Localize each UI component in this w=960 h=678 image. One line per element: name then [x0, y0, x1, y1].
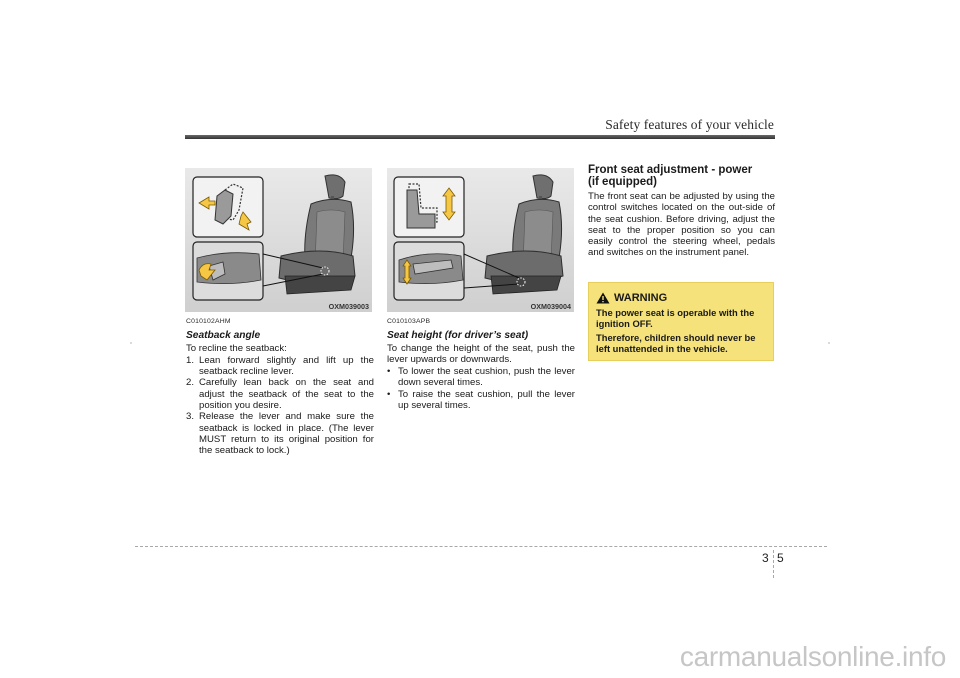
- warning-text: The power seat is operable with the ignition OFF.: [596, 307, 755, 330]
- crop-mark: [130, 342, 132, 344]
- step-list: [186, 355, 374, 457]
- bullet-marker: •: [387, 388, 391, 400]
- page-number: 5: [777, 551, 784, 565]
- section-body: The front seat can be adjusted by using the control switches located on the out-side of the seat cushion. Before driving, adjust the seat to the proper position so you can easily control the steering wheel, pedals and switches on the instrument panel.: [588, 191, 775, 259]
- warning-title: WARNING: [614, 292, 668, 304]
- figure-code: OXM039004: [530, 302, 571, 311]
- section-code: C010102AHM: [186, 318, 231, 325]
- list-item-text: Carefully lean back on the seat and adjust the seatback of the seat to the position you desire.: [199, 377, 374, 412]
- page-number-divider: [773, 550, 774, 578]
- seat-height-section: [387, 316, 575, 411]
- list-item-text: Release the lever and make sure the seatback is locked in place. (The lever MUST return to its original position for the seatback to lock.): [199, 411, 374, 457]
- list-marker: 1.: [186, 354, 195, 366]
- seatback-angle-section: [186, 316, 374, 457]
- page-header-title: Safety features of your vehicle: [605, 117, 774, 132]
- footer-rule: [135, 546, 827, 547]
- seatback-recline-illustration: [185, 168, 372, 312]
- warning-text: Therefore, children should never be left unattended in the vehicle.: [596, 331, 756, 354]
- list-item: [387, 389, 575, 412]
- warning-box: [588, 282, 774, 361]
- section-intro: To change the height of the seat, push the lever upwards or downwards.: [387, 342, 575, 365]
- list-item-text: To lower the seat cushion, push the lever down several times.: [398, 366, 575, 389]
- warning-header: [596, 292, 766, 304]
- section-subhead: Seat height (for driver’s seat): [387, 330, 529, 342]
- section-intro: To recline the seatback:: [186, 342, 287, 354]
- figure-code: OXM039003: [328, 302, 369, 311]
- list-item: [186, 377, 374, 411]
- list-marker: 2.: [186, 377, 195, 389]
- crop-mark: [828, 342, 830, 344]
- list-item: [186, 355, 374, 378]
- header-rule: [185, 135, 775, 139]
- seat-height-illustration: [387, 168, 574, 312]
- seat-recline-drawing: [185, 168, 372, 312]
- section-title: [588, 164, 775, 188]
- power-seat-section: [588, 164, 775, 259]
- list-item: [186, 411, 374, 456]
- section-title-line: Front seat adjustment - power: [588, 164, 753, 176]
- section-code: C010103APB: [387, 318, 431, 325]
- list-item: [387, 366, 575, 389]
- watermark-text: carmanualsonline.info: [679, 641, 946, 672]
- section-title-line: (if equipped): [588, 176, 657, 188]
- warning-triangle-icon: [596, 292, 610, 304]
- list-item-text: To raise the seat cushion, pull the lever up several times.: [398, 388, 575, 412]
- seat-height-drawing: [387, 168, 574, 312]
- bullet-list: [387, 366, 575, 411]
- section-subhead: Seatback angle: [186, 330, 261, 342]
- bullet-marker: •: [387, 366, 391, 378]
- chapter-number: 3: [762, 551, 769, 565]
- list-marker: 3.: [186, 411, 195, 423]
- list-item-text: Lean forward slightly and lift up the seatback recline lever.: [199, 354, 374, 378]
